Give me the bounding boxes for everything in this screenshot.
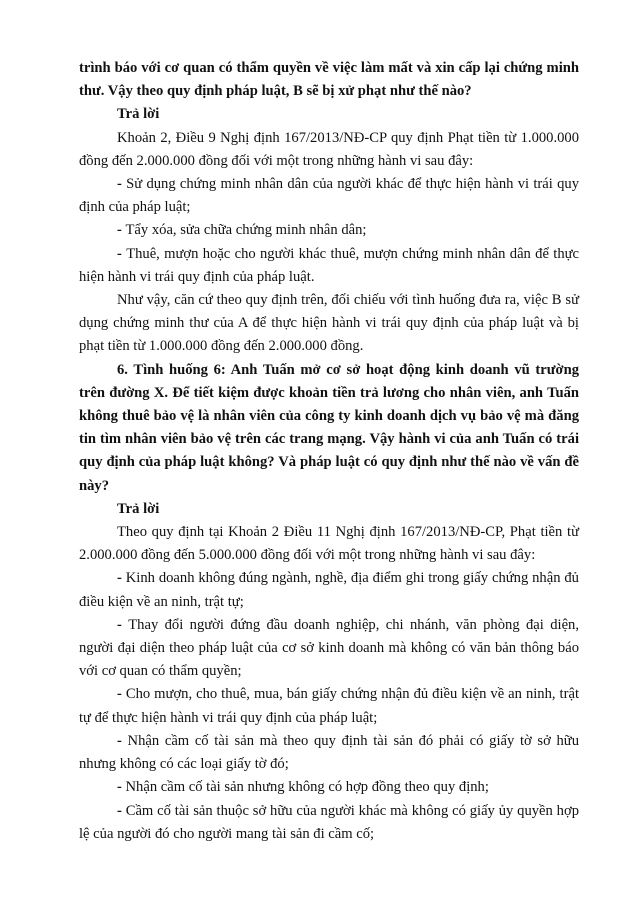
answer-heading: Trả lời (117, 106, 160, 123)
question-continuation: trình báo với cơ quan có thẩm quyền về việc làm mất và xin cấp lại chứng minh thư. Vậy theo quy định pháp luật, B sẽ bị xử phạt như thế nào? (79, 60, 579, 100)
list-item: - Thay đổi người đứng đầu doanh nghiệp, chi nhánh, văn phòng đại diện, người đại diện theo pháp luật của cơ sở kinh doanh mà không có văn bản thông báo với cơ quan có thẩm quyền; (79, 616, 579, 680)
situation-heading: 6. Tình huống 6: Anh Tuấn mở cơ sở hoạt động kinh doanh vũ trường trên đường X. Để tiết kiệm được khoản tiền trả lương cho nhân viên, anh Tuấn không thuê bảo vệ là nhân viên của công ty kinh doanh dịch vụ bảo vệ mà đăng tin tìm nhân viên bảo vệ trên các trang mạng. Vậy hành vi của anh Tuấn có trái quy định của pháp luật không? Và pháp luật có quy định như thế nào về vấn đề này? (79, 361, 579, 494)
list-item: - Cho mượn, cho thuê, mua, bán giấy chứng nhận đủ điều kiện về an ninh, trật tự để thực hiện hành vi trái quy định của pháp luật; (79, 686, 579, 726)
document-page (79, 57, 579, 846)
list-item: - Kinh doanh không đúng ngành, nghề, địa điểm ghi trong giấy chứng nhận đủ điều kiện về an ninh, trật tự; (79, 570, 579, 610)
list-item: - Tẩy xóa, sửa chữa chứng minh nhân dân; (117, 222, 367, 239)
list-item: - Thuê, mượn hoặc cho người khác thuê, mượn chứng minh nhân dân để thực hiện hành vi trái quy định của pháp luật. (79, 245, 579, 285)
list-item: - Nhận cầm cố tài sản nhưng không có hợp đồng theo quy định; (117, 779, 489, 796)
answer-heading: Trả lời (117, 500, 160, 517)
answer-paragraph: Khoản 2, Điều 9 Nghị định 167/2013/NĐ-CP quy định Phạt tiền từ 1.000.000 đồng đến 2.000.000 đồng đối với một trong những hành vi sau đây: (79, 129, 579, 169)
answer-paragraph: Theo quy định tại Khoản 2 Điều 11 Nghị định 167/2013/NĐ-CP, Phạt tiền từ 2.000.000 đồng đến 5.000.000 đồng đối với một trong những hành vi sau đây: (79, 524, 579, 564)
list-item: - Sử dụng chứng minh nhân dân của người khác để thực hiện hành vi trái quy định của pháp luật; (79, 176, 579, 216)
conclusion-paragraph: Như vậy, căn cứ theo quy định trên, đối chiếu với tình huống đưa ra, việc B sử dụng chứng minh thư của A để thực hiện hành vi trái quy định của pháp luật và bị phạt tiền từ 1.000.000 đồng đến 2.000.000 đồng. (79, 292, 579, 355)
list-item: - Cầm cố tài sản thuộc sở hữu của người khác mà không có giấy ủy quyền hợp lệ của người đó cho người mang tài sản đi cầm cố; (79, 802, 579, 842)
list-item: - Nhận cầm cố tài sản mà theo quy định tài sản đó phải có giấy tờ sở hữu nhưng không có các loại giấy tờ đó; (79, 732, 579, 773)
